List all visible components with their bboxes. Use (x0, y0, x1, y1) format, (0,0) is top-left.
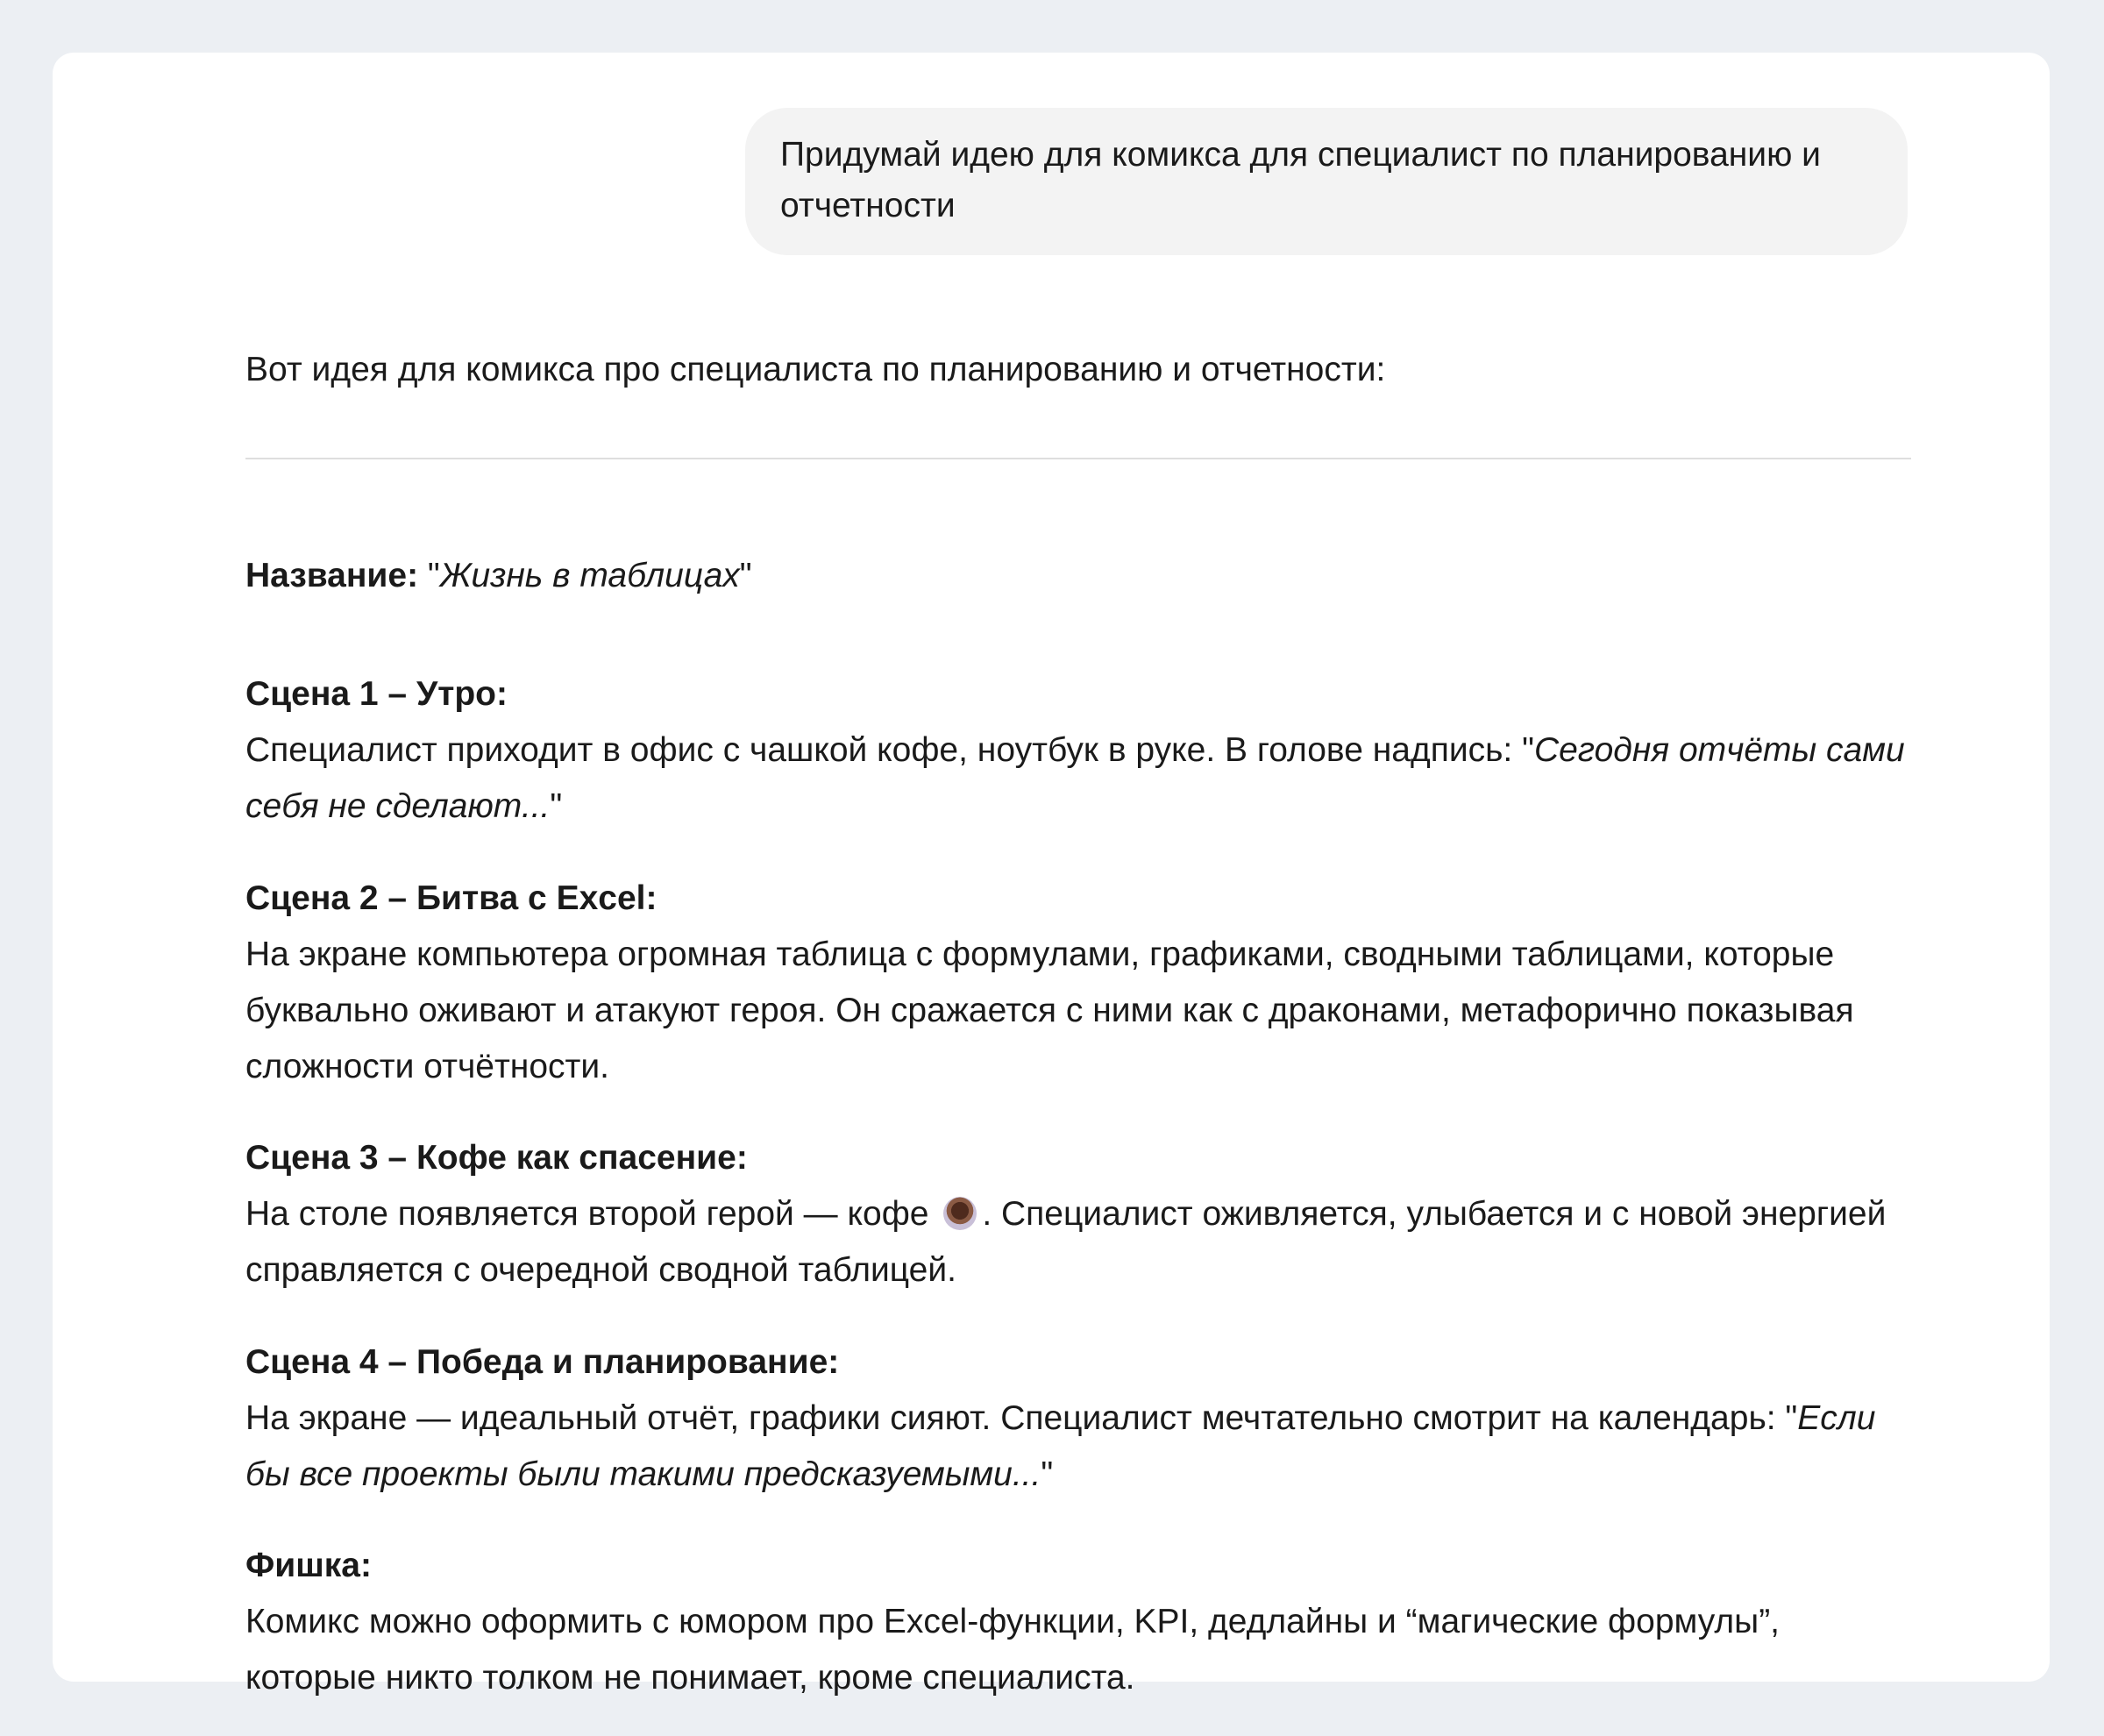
comic-title-label: Название: (245, 557, 419, 594)
comic-title-line (245, 548, 1911, 604)
user-message-bubble (745, 108, 1908, 255)
scene-4-quote: Если бы все проекты были такими предсказуемыми... (245, 1399, 1876, 1493)
scene-1-heading: Сцена 1 – Утро: (245, 675, 508, 713)
user-message-text: Придумай идею для комикса для специалист по планированию и отчетности (780, 136, 1821, 224)
scene-3-text-before: На столе появляется второй герой — кофе (245, 1195, 939, 1233)
feature (245, 1538, 1911, 1706)
scene-1-quote: Сегодня отчёты сами себя не сделают... (245, 731, 1905, 825)
scene-1 (245, 666, 1911, 835)
comic-title-quote-open: " (418, 557, 440, 594)
scene-2 (245, 871, 1911, 1095)
feature-text: Комикс можно оформить с юмором про Excel-функции, KPI, дедлайны и “магические формулы”, которые никто толком не понимает, кроме специалиста. (245, 1603, 1781, 1697)
scene-4-heading: Сцена 4 – Победа и планирование: (245, 1343, 840, 1381)
scene-4-quote-close: " (1041, 1455, 1054, 1493)
scene-4-text: На экране — идеальный отчёт, графики сияют. Специалист мечтательно смотрит на календарь: " (245, 1399, 1798, 1437)
scene-1-quote-close: " (550, 787, 563, 825)
coffee-icon (943, 1197, 977, 1230)
scene-2-heading: Сцена 2 – Битва с Excel: (245, 879, 658, 917)
scene-3-heading: Сцена 3 – Кофе как спасение: (245, 1139, 748, 1177)
scene-3-text-after: . Специалист оживляется, улыбается и с новой энергией справляется с очередной сводной таблицей. (245, 1195, 1887, 1289)
scene-4 (245, 1334, 1911, 1503)
scene-3 (245, 1130, 1911, 1298)
answer-intro: Вот идея для комикса про специалиста по планированию и отчетности: (245, 351, 1386, 388)
comic-title-value: Жизнь в таблицах (439, 557, 740, 594)
scene-1-text: Специалист приходит в офис с чашкой кофе, ноутбук в руке. В голове надпись: " (245, 731, 1534, 769)
chat-card (53, 53, 2050, 1697)
divider (245, 458, 1911, 459)
comic-title-quote-close: " (739, 557, 752, 594)
scene-2-text: На экране компьютера огромная таблица с формулами, графиками, сводными таблицами, которые буквально оживают и атакуют героя. Он сражается с ними как с драконами, метафорично показывая сложности отчётности. (245, 936, 1854, 1085)
feature-heading: Фишка: (245, 1547, 372, 1584)
